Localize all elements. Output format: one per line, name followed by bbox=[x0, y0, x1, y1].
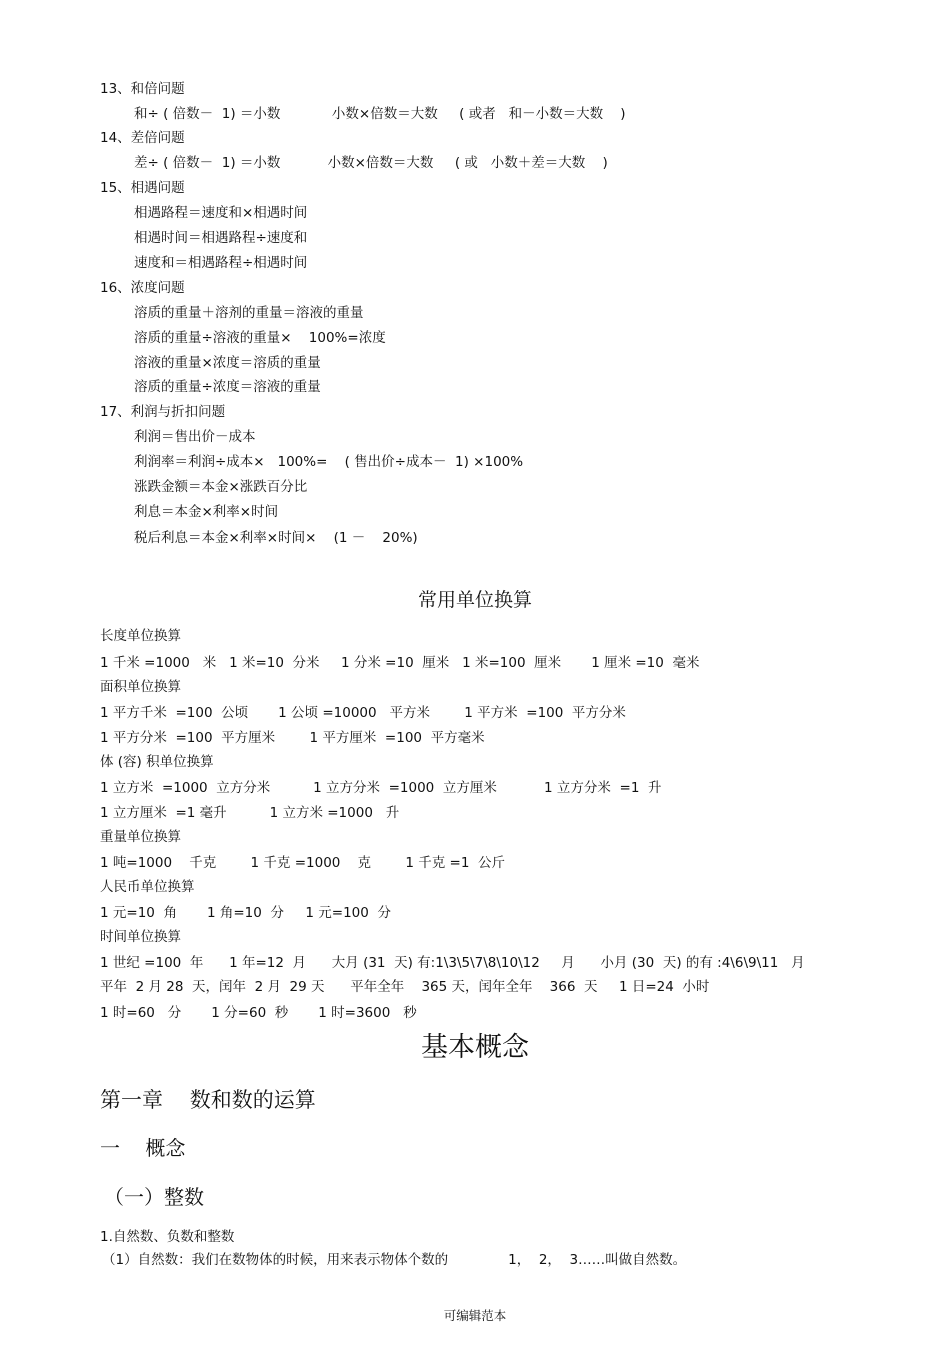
unit-conversion-line: 1 世纪 =100 年 1 年=12 月 大月 (31 天) 有:1\3\5\7\8\10\12 月 小月 (30 天) 的有 :4\6\9\11 月 bbox=[100, 955, 805, 971]
units-section-title: 常用单位换算 bbox=[417, 589, 532, 611]
page-footer: 可编辑范本 bbox=[443, 1308, 507, 1323]
unit-conversion-line: 1 千米 =1000 米 1 米=10 分米 1 分米 =10 厘米 1 米=100 厘米 1 厘米 =10 毫米 bbox=[100, 655, 700, 671]
unit-conversion-line: 1 立方厘米 =1 毫升 1 立方米 =1000 升 bbox=[100, 805, 400, 821]
unit-category-weight: 重量单位换算 bbox=[100, 829, 181, 845]
unit-category-time: 时间单位换算 bbox=[100, 929, 181, 945]
formula-heading-15: 15、相遇问题 bbox=[100, 180, 185, 196]
concept-line: （1）自然数：我们在数物体的时候，用来表示物体个数的 1， 2， 3……叫做自然数。 bbox=[102, 1252, 687, 1268]
section-heading: 一 概念 bbox=[100, 1136, 186, 1160]
unit-conversion-line: 1 时=60 分 1 分=60 秒 1 时=3600 秒 bbox=[100, 1005, 417, 1021]
unit-conversion-line: 平年 2 月 28 天，闰年 2 月 29 天 平年全年 365 天，闰年全年 366 天 1 日=24 小时 bbox=[100, 979, 710, 995]
formula-line: 差÷ ( 倍数－ 1) ＝小数 小数×倍数＝大数 ( 或 小数＋差＝大数 ) bbox=[134, 155, 608, 171]
unit-category-volume: 体 (容) 积单位换算 bbox=[100, 754, 214, 770]
formula-line: 相遇时间＝相遇路程÷速度和 bbox=[134, 230, 308, 246]
unit-conversion-line: 1 吨=1000 千克 1 千克 =1000 克 1 千克 =1 公斤 bbox=[100, 855, 506, 871]
formula-line: 溶液的重量×浓度＝溶质的重量 bbox=[134, 355, 321, 371]
unit-conversion-line: 1 立方米 =1000 立方分米 1 立方分米 =1000 立方厘米 1 立方分米 =1 升 bbox=[100, 780, 662, 796]
formula-line: 相遇路程＝速度和×相遇时间 bbox=[134, 205, 308, 221]
formula-heading-13: 13、和倍问题 bbox=[100, 81, 185, 97]
concept-line: 1.自然数、负数和整数 bbox=[100, 1229, 235, 1245]
concepts-title: 基本概念 bbox=[421, 1032, 529, 1063]
unit-conversion-line: 1 平方分米 =100 平方厘米 1 平方厘米 =100 平方毫米 bbox=[100, 730, 485, 746]
formula-line: 涨跌金额＝本金×涨跌百分比 bbox=[134, 479, 308, 495]
formula-line: 利息＝本金×利率×时间 bbox=[134, 504, 279, 520]
formula-line: 速度和＝相遇路程÷相遇时间 bbox=[134, 255, 308, 271]
formula-heading-17: 17、利润与折扣问题 bbox=[100, 404, 226, 420]
formula-line: 溶质的重量＋溶剂的重量＝溶液的重量 bbox=[134, 305, 364, 321]
formula-heading-16: 16、浓度问题 bbox=[100, 280, 185, 296]
formula-line: 溶质的重量÷浓度＝溶液的重量 bbox=[134, 379, 321, 395]
unit-category-currency: 人民币单位换算 bbox=[100, 879, 195, 895]
unit-category-area: 面积单位换算 bbox=[100, 679, 181, 695]
unit-category-length: 长度单位换算 bbox=[100, 628, 181, 644]
unit-conversion-line: 1 平方千米 =100 公顷 1 公顷 =10000 平方米 1 平方米 =100 平方分米 bbox=[100, 705, 626, 721]
subsection-heading: （一）整数 bbox=[104, 1185, 204, 1209]
formula-line: 利润率＝利润÷成本× 100%= ( 售出价÷成本－ 1) ×100% bbox=[134, 454, 524, 470]
unit-conversion-line: 1 元=10 角 1 角=10 分 1 元=100 分 bbox=[100, 905, 391, 921]
formula-heading-14: 14、差倍问题 bbox=[100, 130, 185, 146]
formula-line: 和÷ ( 倍数－ 1) ＝小数 小数×倍数＝大数 ( 或者 和－小数＝大数 ) bbox=[134, 106, 626, 122]
formula-line: 溶质的重量÷溶液的重量× 100%=浓度 bbox=[134, 330, 386, 346]
chapter-heading: 第一章 数和数的运算 bbox=[100, 1088, 316, 1112]
formula-line: 利润＝售出价－成本 bbox=[134, 429, 256, 445]
formula-line: 税后利息＝本金×利率×时间× (1 － 20%) bbox=[134, 530, 418, 546]
